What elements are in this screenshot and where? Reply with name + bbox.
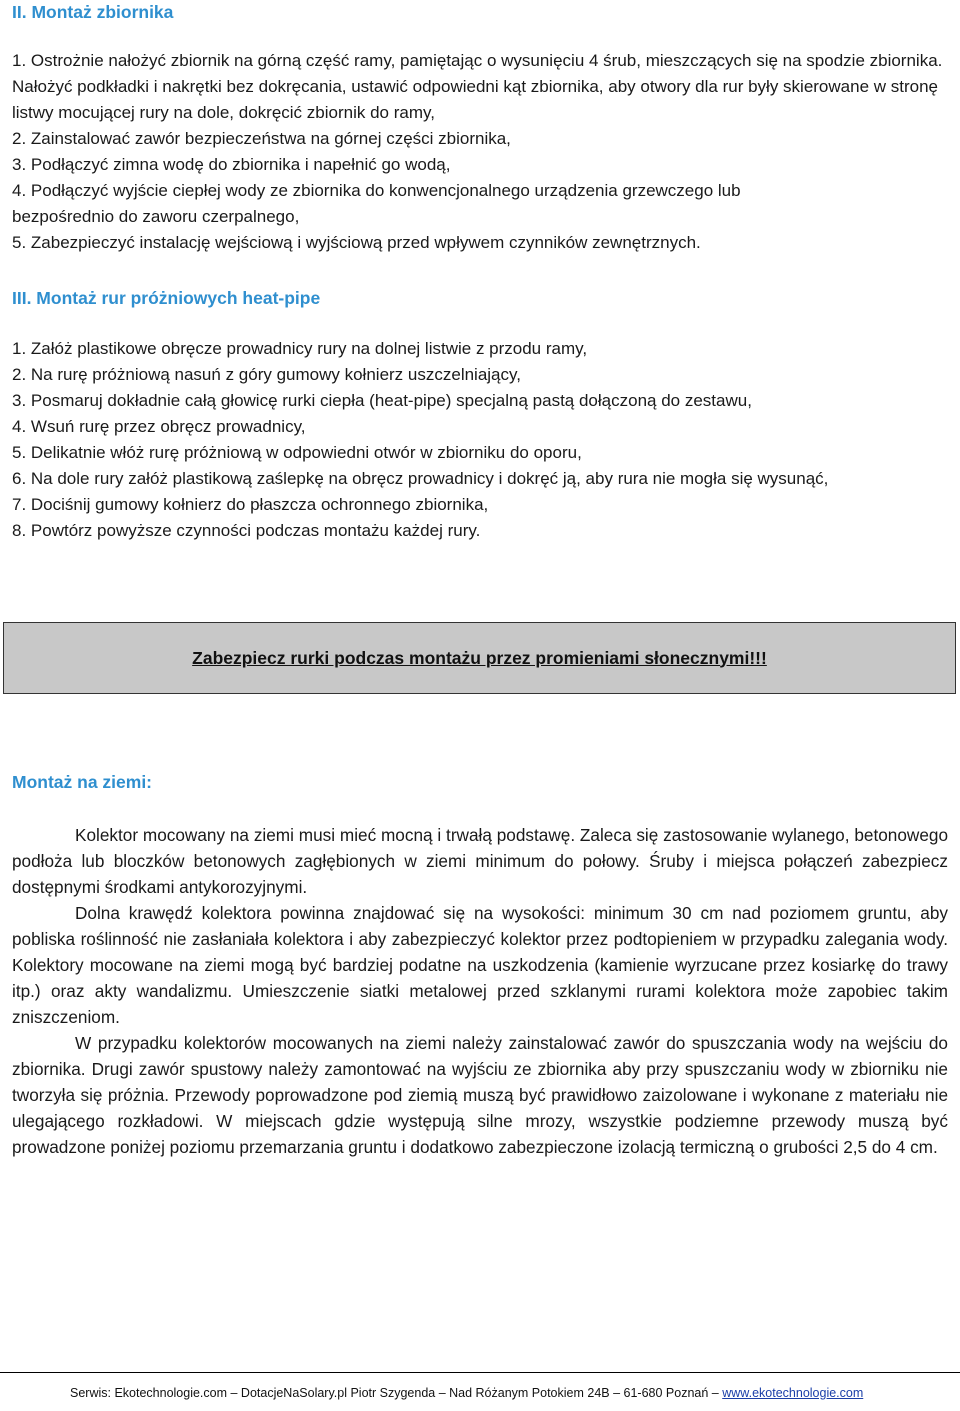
section-3-heading: III. Montaż rur próżniowych heat-pipe xyxy=(12,288,321,308)
section-3-list xyxy=(12,336,948,544)
page-footer xyxy=(0,1372,960,1411)
list-item: 4. Wsuń rurę przez obręcz prowadnicy, xyxy=(12,417,306,436)
list-item: 4. Podłączyć wyjście ciepłej wody ze zbiornika do konwencjonalnego urządzenia grzewczego lub xyxy=(12,181,741,200)
ground-paragraphs xyxy=(12,822,948,1160)
section-2-list xyxy=(12,48,948,256)
footer-text-line xyxy=(70,1386,863,1400)
ground-heading: Montaż na ziemi: xyxy=(12,772,153,792)
footer-address: Serwis: Ekotechnologie.com – DotacjeNaSolary.pl Piotr Szygenda – Nad Różanym Potokiem 24B – 61-680 Poznań – xyxy=(70,1386,723,1400)
list-item: bezpośrednio do zaworu czerpalnego, xyxy=(12,207,300,226)
list-item: 1. Załóż plastikowe obręcze prowadnicy rury na dolnej listwie z przodu ramy, xyxy=(12,339,588,358)
list-item: 3. Podłączyć zimna wodę do zbiornika i napełnić go wodą, xyxy=(12,155,451,174)
paragraph: Kolektor mocowany na ziemi musi mieć mocną i trwałą podstawę. Zaleca się zastosowanie wylanego, betonowego podłoża lub bloczków betonowych zagłębionych w ziemi minimum do połowy. Śruby i miejsca połączeń zabezpiecz dostępnymi środkami antykorozyjnymi. xyxy=(12,825,948,897)
list-item: 2. Na rurę próżniową nasuń z góry gumowy kołnierz uszczelniający, xyxy=(12,365,521,384)
list-item: 6. Na dole rury załóż plastikową zaślepkę na obręcz prowadnicy i dokręć ją, aby rura nie mogła się wysunąć, xyxy=(12,469,829,488)
list-item: 7. Dociśnij gumowy kołnierz do płaszcza ochronnego zbiornika, xyxy=(12,495,489,514)
list-item: 2. Zainstalować zawór bezpieczeństwa na górnej części zbiornika, xyxy=(12,129,511,148)
list-item: 5. Zabezpieczyć instalację wejściową i wyjściową przed wpływem czynników zewnętrznych. xyxy=(12,233,701,252)
list-item: 8. Powtórz powyższe czynności podczas montażu każdej rury. xyxy=(12,521,481,540)
paragraph: W przypadku kolektorów mocowanych na ziemi należy zainstalować zawór do spuszczania wody na wejściu do zbiornika. Drugi zawór spustowy należy zamontować na wyjściu ze zbiornika aby przy spuszczaniu wody w zbiorniku nie tworzyła się próżnia. Przewody poprowadzone pod ziemią muszą być prawidłowo zaizolowane i wykonane z materiału nie ulegającego rozkładowi. W miejscach gdzie występują silne mrozy, wszystkie podziemne przewody muszą być prowadzone poniżej poziomu przemarzania gruntu i dodatkowo zabezpieczone izolacją termiczną o grubości 2,5 do 4 cm. xyxy=(12,1033,948,1157)
section-2-heading: II. Montaż zbiornika xyxy=(12,2,174,22)
list-item: 1. Ostrożnie nałożyć zbiornik na górną część ramy, pamiętając o wysunięciu 4 śrub, mieszczących się na spodzie zbiornika. Nałożyć podkładki i nakrętki bez dokręcania, ustawić odpowiedni kąt zbiornika, aby otwory dla rur były skierowane w stronę listwy mocującej rury na dole, dokręcić zbiornik do ramy, xyxy=(12,51,943,122)
warning-notice-text: Zabezpiecz rurki podczas montażu przez promieniami słonecznymi!!! xyxy=(192,647,767,668)
footer-website-link[interactable]: www.ekotechnologie.com xyxy=(722,1386,864,1400)
list-item: 3. Posmaruj dokładnie całą głowicę rurki ciepła (heat-pipe) specjalną pastą dołączoną do zestawu, xyxy=(12,391,752,410)
warning-notice-box xyxy=(3,622,956,694)
list-item: 5. Delikatnie włóż rurę próżniową w odpowiedni otwór w zbiorniku do oporu, xyxy=(12,443,582,462)
paragraph: Dolna krawędź kolektora powinna znajdować się na wysokości: minimum 30 cm nad poziomem gruntu, aby pobliska roślinność nie zasłaniała kolektora i aby zabezpieczyć kolektor przez podtopieniem w przypadku zalegania wody. Kolektory mocowane na ziemi mogą być bardziej podatne na uszkodzenia (kamienie wyrzucane przez kosiarkę do trawy itp.) oraz akty wandalizmu. Umieszczenie siatki metalowej przed szklanymi rurami kolektora może zapobiec takim zniszczeniom. xyxy=(12,903,948,1027)
